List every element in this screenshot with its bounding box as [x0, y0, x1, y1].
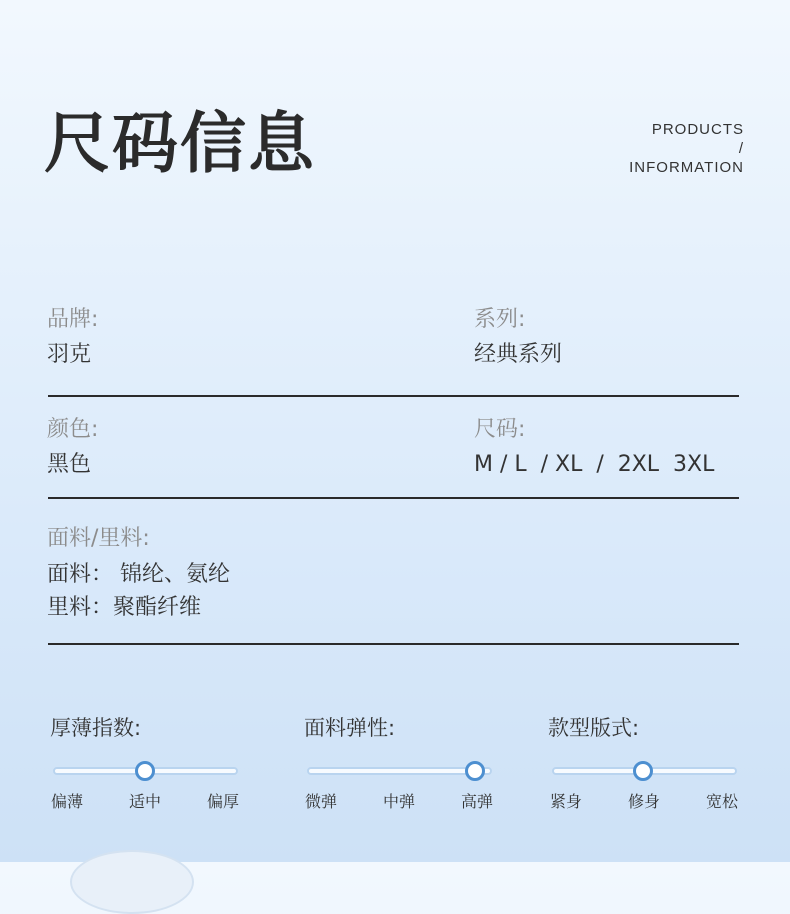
thickness-index-title: 厚薄指数:	[50, 716, 142, 740]
series-label: 系列:	[474, 307, 526, 332]
fabric-lining-label: 面料/里料:	[47, 526, 150, 551]
divider	[48, 497, 739, 499]
fit-tick-loose: 宽松	[706, 792, 739, 811]
size-label: 尺码:	[474, 417, 526, 442]
brand-value: 羽克	[47, 342, 92, 367]
elasticity-slider-knob[interactable]	[465, 761, 485, 781]
brand-label: 品牌:	[47, 307, 99, 332]
thickness-slider-knob[interactable]	[135, 761, 155, 781]
fit-style-title: 款型版式:	[548, 716, 640, 740]
color-value: 黑色	[47, 452, 92, 477]
caption-line-products: PRODUCTS	[651, 121, 744, 138]
header-english-caption	[629, 120, 744, 177]
color-label: 颜色:	[47, 417, 99, 442]
elasticity-index-title: 面料弹性:	[304, 716, 396, 740]
decorative-shape	[70, 850, 194, 914]
caption-line-information: INFORMATION	[629, 159, 744, 176]
elasticity-tick-medium: 中弹	[383, 792, 416, 811]
series-value: 经典系列	[474, 342, 563, 367]
lining-value: 里料：聚酯纤维	[47, 595, 202, 620]
elasticity-tick-low: 微弹	[305, 792, 338, 811]
caption-line-slash: /	[738, 140, 744, 157]
thickness-tick-thick: 偏厚	[207, 792, 240, 811]
thickness-tick-medium: 适中	[129, 792, 162, 811]
size-value: M / L / XL / 2XL 3XL	[474, 452, 715, 477]
elasticity-tick-high: 高弹	[461, 792, 494, 811]
fabric-value: 面料： 锦纶、氨纶	[47, 562, 230, 587]
divider	[48, 643, 739, 645]
fit-tick-tight: 紧身	[550, 792, 583, 811]
thickness-tick-thin: 偏薄	[51, 792, 84, 811]
page-title: 尺码信息	[44, 105, 316, 182]
fit-tick-slim: 修身	[628, 792, 661, 811]
fit-slider-knob[interactable]	[633, 761, 653, 781]
divider	[48, 395, 739, 397]
